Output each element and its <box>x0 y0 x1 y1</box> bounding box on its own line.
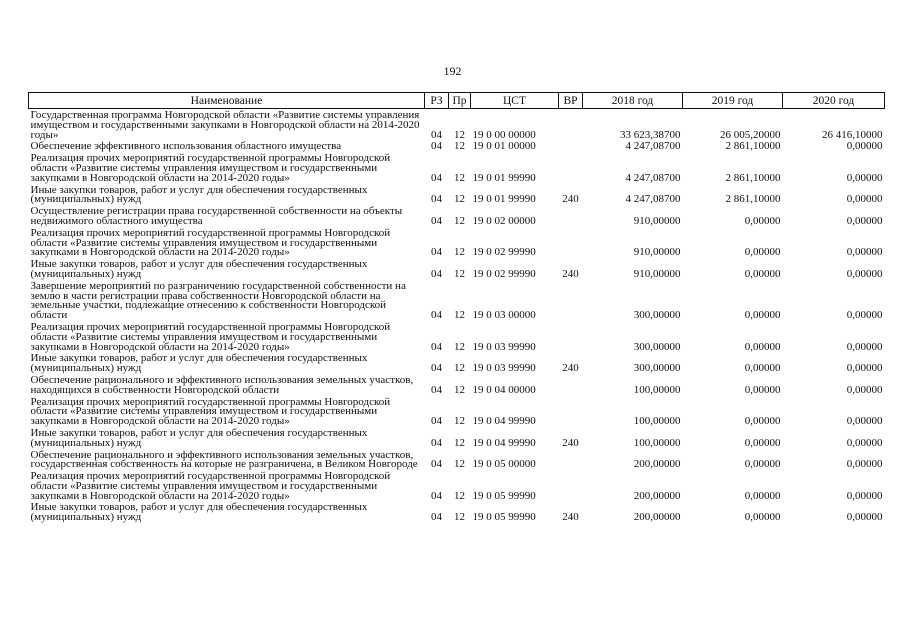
row-2020: 0,00000 <box>846 214 883 227</box>
row-pr: 12 <box>454 309 465 322</box>
row-name: Иные закупки товаров, работ и услуг для обеспечения государственных (муниципальных) нужд <box>30 501 368 524</box>
row-name: Реализация прочих мероприятий государственной программы Новгородской области «Развитие системы управления имуществом и государственными закупками в Новгородской области на 2014-2020 годы» <box>30 152 391 184</box>
row-2019: 0,00000 <box>744 415 781 428</box>
row-name: Реализация прочих мероприятий государственной программы Новгородской области «Развитие системы управления имуществом и государственными закупками в Новгородской области на 2014-2020 годы» <box>30 470 391 502</box>
row-2020: 0,00000 <box>846 383 883 396</box>
row-vr <box>559 449 583 471</box>
row-2018: 4 247,08700 <box>625 171 681 184</box>
row-2020: 0,00000 <box>846 436 883 449</box>
row-rz: 04 <box>431 309 442 322</box>
row-2020: 0,00000 <box>846 362 883 375</box>
row-2020: 0,00000 <box>846 246 883 259</box>
row-cst: 19 0 05 99990 <box>472 489 536 502</box>
row-vr <box>559 374 583 396</box>
row-rz: 04 <box>431 415 442 428</box>
row-2019: 0,00000 <box>744 362 781 375</box>
row-vr <box>559 109 583 141</box>
row-2020: 26 416,10000 <box>822 128 883 141</box>
row-pr: 12 <box>454 193 465 206</box>
row-rz: 04 <box>431 362 442 375</box>
row-pr: 12 <box>454 214 465 227</box>
row-cst: 19 0 00 00000 <box>472 128 536 141</box>
row-vr: 240 <box>562 193 579 206</box>
row-cst: 19 0 05 00000 <box>472 458 536 471</box>
header-cst: ЦСТ <box>471 93 559 109</box>
table-row <box>29 501 885 523</box>
table-row <box>29 396 885 427</box>
budget-table <box>28 92 885 523</box>
row-2018: 200,00000 <box>633 489 681 502</box>
row-2020: 0,00000 <box>846 511 883 524</box>
row-name: Государственная программа Новгородской области «Развитие системы управления имуществом и государственными закупками в Новгородской области на 2014-2020 годы» <box>30 109 420 141</box>
row-cst: 19 0 04 99990 <box>472 436 536 449</box>
row-rz: 04 <box>431 128 442 141</box>
row-2018: 100,00000 <box>633 383 681 396</box>
row-2019: 2 861,10000 <box>725 171 781 184</box>
table-row <box>29 321 885 352</box>
row-rz: 04 <box>431 214 442 227</box>
row-rz: 04 <box>431 489 442 502</box>
row-2019: 26 005,20000 <box>720 128 781 141</box>
row-pr: 12 <box>454 489 465 502</box>
row-vr <box>559 280 583 321</box>
row-name: Реализация прочих мероприятий государственной программы Новгородской области «Развитие системы управления имуществом и государственными закупками в Новгородской области на 2014-2020 годы» <box>30 395 391 428</box>
row-2018: 4 247,08700 <box>625 140 681 153</box>
row-vr <box>559 227 583 258</box>
row-name: Обеспечение эффективного использования областного имущества <box>30 140 342 153</box>
row-rz: 04 <box>431 171 442 184</box>
header-2020: 2020 год <box>783 93 885 109</box>
row-rz: 04 <box>431 436 442 449</box>
table-header-row <box>29 93 885 109</box>
row-2019: 0,00000 <box>744 309 781 322</box>
row-name: Иные закупки товаров, работ и услуг для обеспечения государственных (муниципальных) нужд <box>30 426 368 449</box>
row-2020: 0,00000 <box>846 309 883 322</box>
row-rz: 04 <box>431 267 442 280</box>
row-2020: 0,00000 <box>846 458 883 471</box>
header-2019: 2019 год <box>683 93 783 109</box>
header-rz: РЗ <box>425 93 449 109</box>
row-2018: 200,00000 <box>633 458 681 471</box>
row-rz: 04 <box>431 340 442 353</box>
row-name: Реализация прочих мероприятий государственной программы Новгородской области «Развитие системы управления имуществом и государственными закупками в Новгородской области на 2014-2020 годы» <box>30 320 391 353</box>
page-number: 192 <box>443 64 462 78</box>
row-2019: 0,00000 <box>744 458 781 471</box>
row-2018: 100,00000 <box>633 415 681 428</box>
header-vr: ВР <box>559 93 583 109</box>
row-cst: 19 0 04 00000 <box>472 383 536 396</box>
row-name: Реализация прочих мероприятий государственной программы Новгородской области «Развитие системы управления имуществом и государственными закупками в Новгородской области на 2014-2020 годы» <box>30 226 391 259</box>
table-row <box>29 470 885 501</box>
row-rz: 04 <box>431 193 442 206</box>
row-2018: 100,00000 <box>633 436 681 449</box>
row-rz: 04 <box>431 246 442 259</box>
row-2019: 2 861,10000 <box>725 140 781 153</box>
row-name: Иные закупки товаров, работ и услуг для обеспечения государственных (муниципальных) нужд <box>30 352 368 375</box>
row-2020: 0,00000 <box>846 340 883 353</box>
row-vr <box>559 470 583 501</box>
row-pr: 12 <box>454 458 465 471</box>
header-2018: 2018 год <box>583 93 683 109</box>
row-cst: 19 0 04 99990 <box>472 415 536 428</box>
row-rz: 04 <box>431 511 442 524</box>
row-vr <box>559 396 583 427</box>
row-2020: 0,00000 <box>846 267 883 280</box>
row-2018: 300,00000 <box>633 340 681 353</box>
row-cst: 19 0 05 99990 <box>472 511 536 524</box>
row-vr <box>559 152 583 183</box>
row-pr: 12 <box>454 128 465 141</box>
row-cst: 19 0 03 00000 <box>472 309 536 322</box>
table-row <box>29 449 885 471</box>
row-2018: 300,00000 <box>633 309 681 322</box>
header-pr: Пр <box>449 93 471 109</box>
row-cst: 19 0 02 99990 <box>472 246 536 259</box>
row-cst: 19 0 03 99990 <box>472 340 536 353</box>
row-2020: 0,00000 <box>846 193 883 206</box>
table-row <box>29 205 885 227</box>
row-pr: 12 <box>454 267 465 280</box>
table-row <box>29 280 885 321</box>
row-cst: 19 0 02 00000 <box>472 214 536 227</box>
table-row <box>29 140 885 152</box>
row-vr <box>559 321 583 352</box>
table-row <box>29 152 885 183</box>
row-2019: 0,00000 <box>744 511 781 524</box>
row-2019: 0,00000 <box>744 340 781 353</box>
row-pr: 12 <box>454 140 465 153</box>
row-2019: 0,00000 <box>744 489 781 502</box>
row-2019: 0,00000 <box>744 267 781 280</box>
row-2019: 0,00000 <box>744 246 781 259</box>
row-pr: 12 <box>454 383 465 396</box>
header-name: Наименование <box>29 93 425 109</box>
row-pr: 12 <box>454 436 465 449</box>
row-2018: 910,00000 <box>633 246 681 259</box>
row-vr <box>559 140 583 152</box>
row-pr: 12 <box>454 171 465 184</box>
row-2018: 910,00000 <box>633 267 681 280</box>
row-vr <box>559 205 583 227</box>
row-vr: 240 <box>562 362 579 375</box>
row-pr: 12 <box>454 415 465 428</box>
table-row <box>29 352 885 374</box>
table-body <box>29 109 885 524</box>
row-2018: 200,00000 <box>633 511 681 524</box>
row-cst: 19 0 01 99990 <box>472 193 536 206</box>
row-2019: 2 861,10000 <box>725 193 781 206</box>
row-name: Осуществление регистрации права государственной собственности на объекты недвижимого областного имущества <box>30 205 403 227</box>
row-2018: 33 623,38700 <box>620 128 681 141</box>
row-vr: 240 <box>562 511 579 524</box>
row-2020: 0,00000 <box>846 140 883 153</box>
row-pr: 12 <box>454 511 465 524</box>
row-cst: 19 0 01 00000 <box>472 140 536 153</box>
row-rz: 04 <box>431 383 442 396</box>
row-pr: 12 <box>454 340 465 353</box>
row-2020: 0,00000 <box>846 171 883 184</box>
row-2020: 0,00000 <box>846 415 883 428</box>
row-name: Иные закупки товаров, работ и услуг для обеспечения государственных (муниципальных) нужд <box>30 258 368 280</box>
row-2019: 0,00000 <box>744 436 781 449</box>
row-rz: 04 <box>431 140 442 153</box>
row-rz: 04 <box>431 458 442 471</box>
row-cst: 19 0 01 99990 <box>472 171 536 184</box>
row-name: Завершение мероприятий по разграничению государственной собственности на землю в части регистрации права собственности Новгородской области на земельные участки, подлежащие отнесению к собственности Новгородской области <box>30 279 406 322</box>
row-cst: 19 0 03 99990 <box>472 362 536 375</box>
row-cst: 19 0 02 99990 <box>472 267 536 280</box>
row-name: Обеспечение рационального и эффективного использования земельных участков, находящихся в собственности Новгородской области <box>30 373 414 396</box>
row-2018: 4 247,08700 <box>625 193 681 206</box>
table-row <box>29 109 885 141</box>
row-2018: 300,00000 <box>633 362 681 375</box>
row-name: Обеспечение рационального и эффективного использования земельных участков, государственная собственность на которые не разграничена, в Великом Новгороде <box>30 448 418 471</box>
row-name: Иные закупки товаров, работ и услуг для обеспечения государственных (муниципальных) нужд <box>30 183 368 206</box>
table-row <box>29 427 885 449</box>
row-2019: 0,00000 <box>744 214 781 227</box>
row-pr: 12 <box>454 362 465 375</box>
table-row <box>29 184 885 206</box>
row-2018: 910,00000 <box>633 214 681 227</box>
table-row <box>29 374 885 396</box>
row-vr: 240 <box>562 436 579 449</box>
row-2019: 0,00000 <box>744 383 781 396</box>
row-2020: 0,00000 <box>846 489 883 502</box>
table-row <box>29 258 885 280</box>
table-row <box>29 227 885 258</box>
row-pr: 12 <box>454 246 465 259</box>
row-vr: 240 <box>562 267 579 280</box>
